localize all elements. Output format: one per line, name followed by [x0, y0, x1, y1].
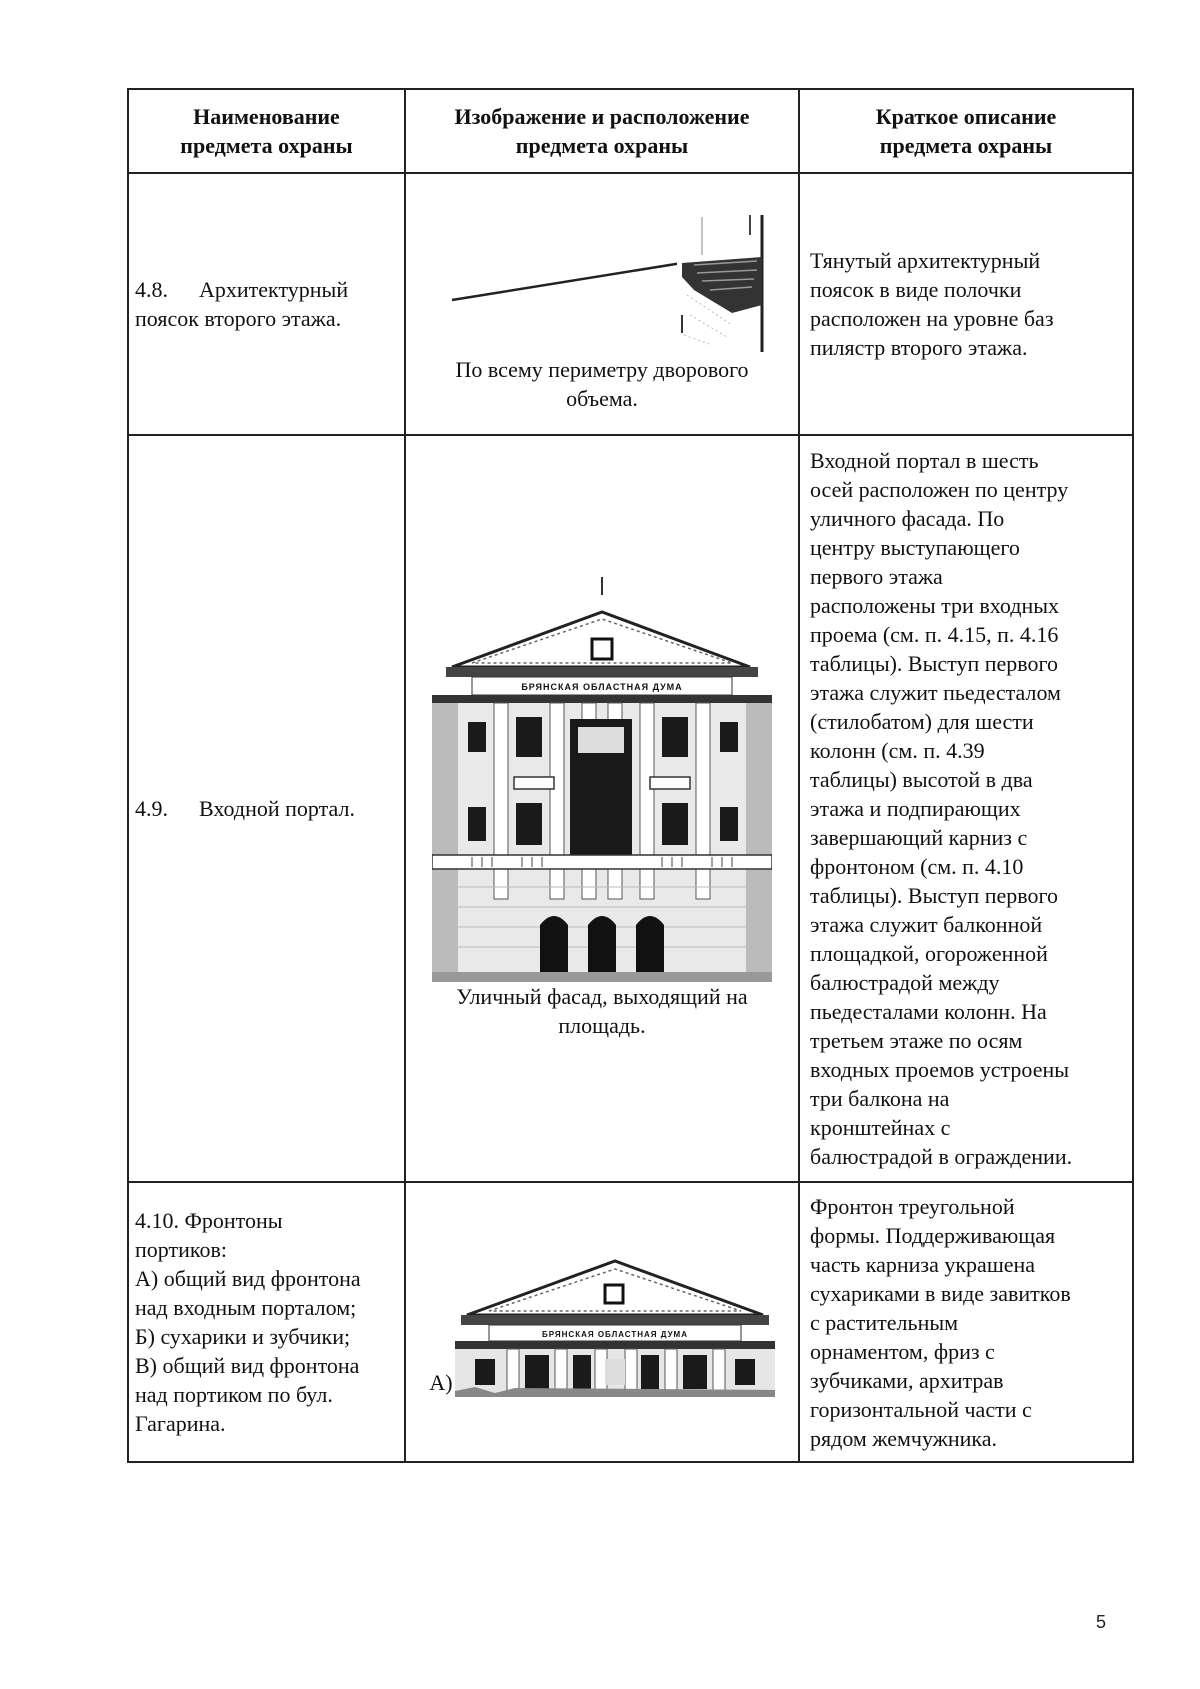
- header-name: Наименование предмета охраны: [128, 89, 405, 173]
- facade-sign-text: БРЯНСКАЯ ОБЛАСТНАЯ ДУМА: [541, 1330, 688, 1339]
- row-number: 4.9.: [135, 796, 168, 821]
- row-image-cell: [405, 173, 799, 435]
- table-row: [128, 1182, 1133, 1462]
- row-name-cell: 4.9. Входной портал.: [128, 435, 405, 1182]
- row-number: 4.8.: [135, 277, 168, 302]
- row-description-cell: Входной портал в шесть осей расположен по центру уличного фасада. По центру выступающего первого этажа расположены три входных проема (см. п. 4.15, п. 4.16 таблицы). Выступ первого этажа служит пьедесталом (стилобатом) для шести колонн (см. п. 4.39 таблицы) высотой в два этажа и подпирающих завершающий карниз с фронтоном (см. п. 4.10 таблицы). Выступ первого этажа служит балконной площадкой, огороженной балюстрадой между пьедесталами колонн. На третьем этаже по осям входных проемов устроены три балкона на кронштейнах с балюстрадой в ограждении.: [799, 435, 1133, 1182]
- row-image-cell: [405, 435, 799, 1182]
- pediment-photo: [455, 1247, 775, 1397]
- table-row: [128, 435, 1133, 1182]
- image-caption: Уличный фасад, выходящий на площадь.: [456, 984, 748, 1038]
- row-name-cell: 4.10. Фронтоны портиков: А) общий вид фронтона над входным порталом; Б) сухарики и зубчики; В) общий вид фронтона над портиком по бул. Гагарина.: [128, 1182, 405, 1462]
- belt-course-photo: [432, 195, 772, 355]
- row-name-cell: 4.8. Архитектурный поясок второго этажа.: [128, 173, 405, 435]
- facade-sign-text: БРЯНСКАЯ ОБЛАСТНАЯ ДУМА: [521, 682, 683, 692]
- protection-subject-table: [127, 88, 1134, 1463]
- entrance-portal-photo: [432, 577, 772, 982]
- row-image-cell: [405, 1182, 799, 1462]
- table-row: [128, 173, 1133, 435]
- image-caption: По всему периметру дворового объема.: [455, 357, 749, 411]
- page-number: 5: [1096, 1612, 1107, 1632]
- table-header-row: [128, 89, 1133, 173]
- header-description: Краткое описание предмета охраны: [799, 89, 1133, 173]
- header-image: Изображение и расположение предмета охраны: [405, 89, 799, 173]
- row-description-cell: Тянутый архитектурный поясок в виде полочки расположен на уровне баз пилястр второго этажа.: [799, 173, 1133, 435]
- image-prefix: А): [429, 1370, 453, 1395]
- row-description-cell: Фронтон треугольной формы. Поддерживающая часть карниза украшена сухариками в виде завитков с растительным орнаментом, фриз с зубчиками, архитрав горизонтальной части с рядом жемчужника.: [799, 1182, 1133, 1462]
